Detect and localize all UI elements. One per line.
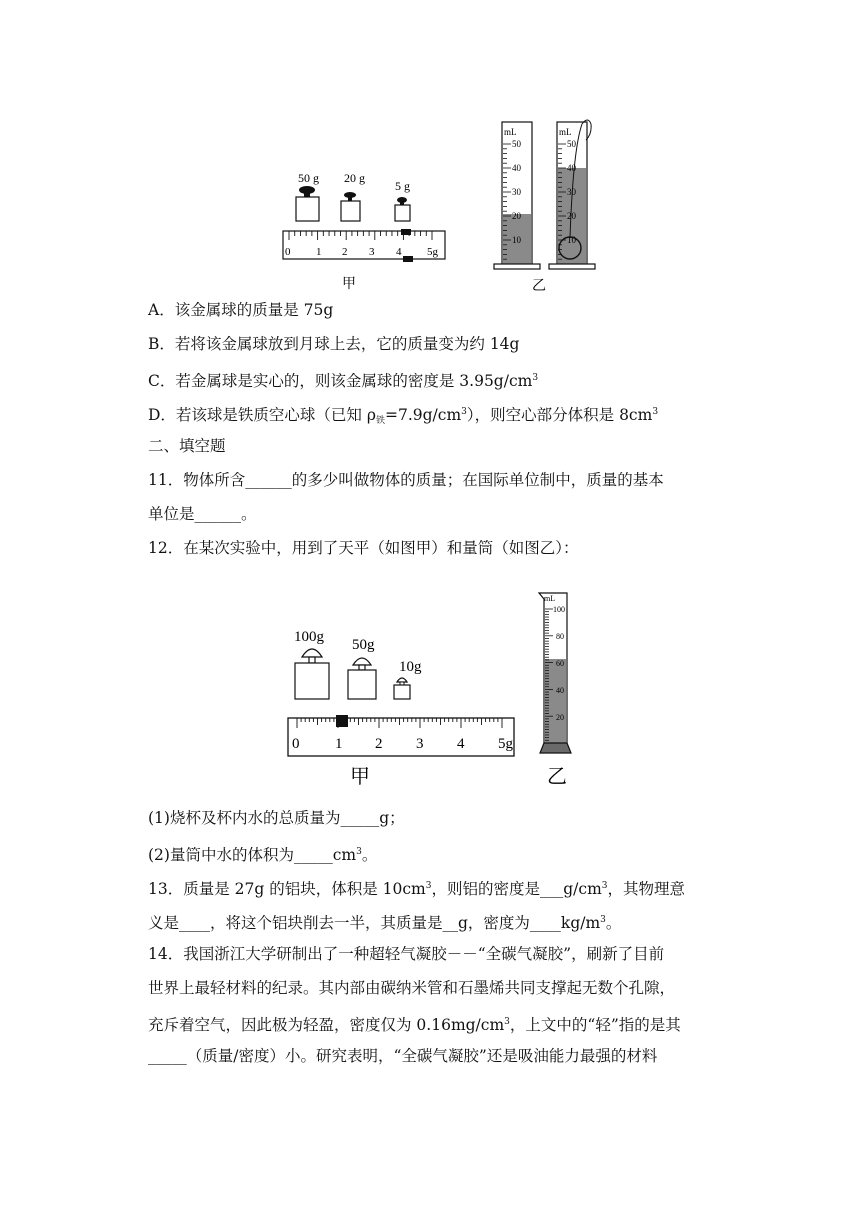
rider-mark [336,715,348,727]
weight-50g [348,637,376,699]
weight-100g [294,629,329,699]
option-c: C．若金属球是实心的，则该金属球的密度是 $3.95g/cm^3$ [148,372,539,390]
svg-text:20: 20 [567,211,576,221]
svg-text:20: 20 [512,211,521,221]
svg-text:100: 100 [553,605,565,614]
svg-text:20 g: 20 g [344,171,365,185]
question-11-line2: 单位是______。 [148,505,257,523]
weight-5g [395,179,410,221]
svg-text:4: 4 [457,736,465,752]
question-14-line2: 世界上最轻材料的纪录。其内部由碳纳米管和石墨烯共同支撑起无数个孔隙， [148,979,676,997]
svg-text:5g: 5g [498,736,513,752]
svg-text:3: 3 [416,736,424,752]
svg-text:50 g: 50 g [298,171,319,185]
svg-text:4: 4 [396,246,402,258]
question-12-part2: (2)量筒中水的体积为$\_\_\_\_\_cm^3$。 [148,846,378,864]
svg-text:100g: 100g [294,629,324,645]
label-yi: 乙 [532,279,546,294]
balance-scale-ruler [283,229,445,262]
svg-text:10: 10 [512,235,521,245]
svg-text:5 g: 5 g [395,179,410,193]
svg-text:50: 50 [512,139,521,149]
weight-20g [341,171,365,221]
svg-text:80: 80 [556,632,564,641]
svg-text:2: 2 [375,736,383,752]
question-14-line4: _____（质量/密度）小。研究表明，“全碳气凝胶”还是吸油能力最强的材料 [148,1047,658,1065]
svg-text:mL: mL [544,594,556,603]
svg-text:10g: 10g [399,659,422,675]
question-13-line2: 义是____，将这个铝块削去一半，其质量是__g，密度为$\_\_\_\_kg/m^3$。 [148,914,622,932]
question-14-line3: 充斥着空气，因此极为轻盈，密度仅为 $0.16mg/cm^3$，上文中的“轻”指的是其 [148,1016,681,1034]
question-11-line1: 11．物体所含______的多少叫做物体的质量；在国际单位制中，质量的基本 [148,471,664,489]
option-b: B．若将该金属球放到月球上去，它的质量变为约 14g [148,335,520,353]
question-13-line1: 13．质量是 27g 的铝块，体积是 $10cm^3$，则铝的密度是$\_\_\_g/cm^3$，其物理意 [148,880,686,898]
figure-balance-cylinders-1 [270,110,610,295]
question-12-stem: 12．在某次实验中，用到了天平（如图甲）和量筒（如图乙）： [148,539,579,557]
svg-text:2: 2 [342,246,348,258]
svg-text:mL: mL [559,127,572,137]
rider-mark [401,229,411,235]
svg-text:10: 10 [567,235,576,245]
label-jia: 甲 [342,277,356,292]
label-yi: 乙 [547,766,567,788]
graduated-cylinder-water [494,122,540,269]
svg-text:3: 3 [369,246,375,258]
svg-text:50g: 50g [352,637,375,653]
svg-text:50: 50 [567,139,576,149]
weight-50g [296,171,319,221]
svg-text:5g: 5g [427,246,438,258]
svg-text:30: 30 [567,187,576,197]
section-heading-fill-blank: 二、填空题 [148,437,226,455]
option-d: D．若该球是铁质空心球（已知 $\rho_铁=7.9g/cm^3$），则空心部分体积是 $8cm^3$ [148,406,659,426]
rider-mark [403,256,413,262]
option-a: A．该金属球的质量是 75g [148,301,334,319]
figure-balance-cylinder-2 [280,585,580,790]
svg-text:0: 0 [285,246,291,258]
balance-scale-ruler [288,715,514,756]
svg-text:1: 1 [316,246,322,258]
svg-text:40: 40 [556,686,564,695]
weight-10g [394,659,422,699]
svg-text:40: 40 [567,163,576,173]
svg-text:20: 20 [556,713,564,722]
svg-text:mL: mL [504,127,517,137]
graduated-cylinder-with-ball [549,120,595,269]
question-12-part1: (1)烧杯及杯内水的总质量为_____g； [148,809,405,827]
svg-text:40: 40 [512,163,521,173]
label-jia: 甲 [350,766,370,788]
graduated-cylinder-water [539,593,571,753]
svg-text:0: 0 [292,736,300,752]
question-14-line1: 14．我国浙江大学研制出了一种超轻气凝胶－－“全碳气凝胶”，刷新了目前 [148,945,665,963]
svg-text:30: 30 [512,187,521,197]
svg-text:60: 60 [556,659,564,668]
svg-text:1: 1 [335,736,343,752]
